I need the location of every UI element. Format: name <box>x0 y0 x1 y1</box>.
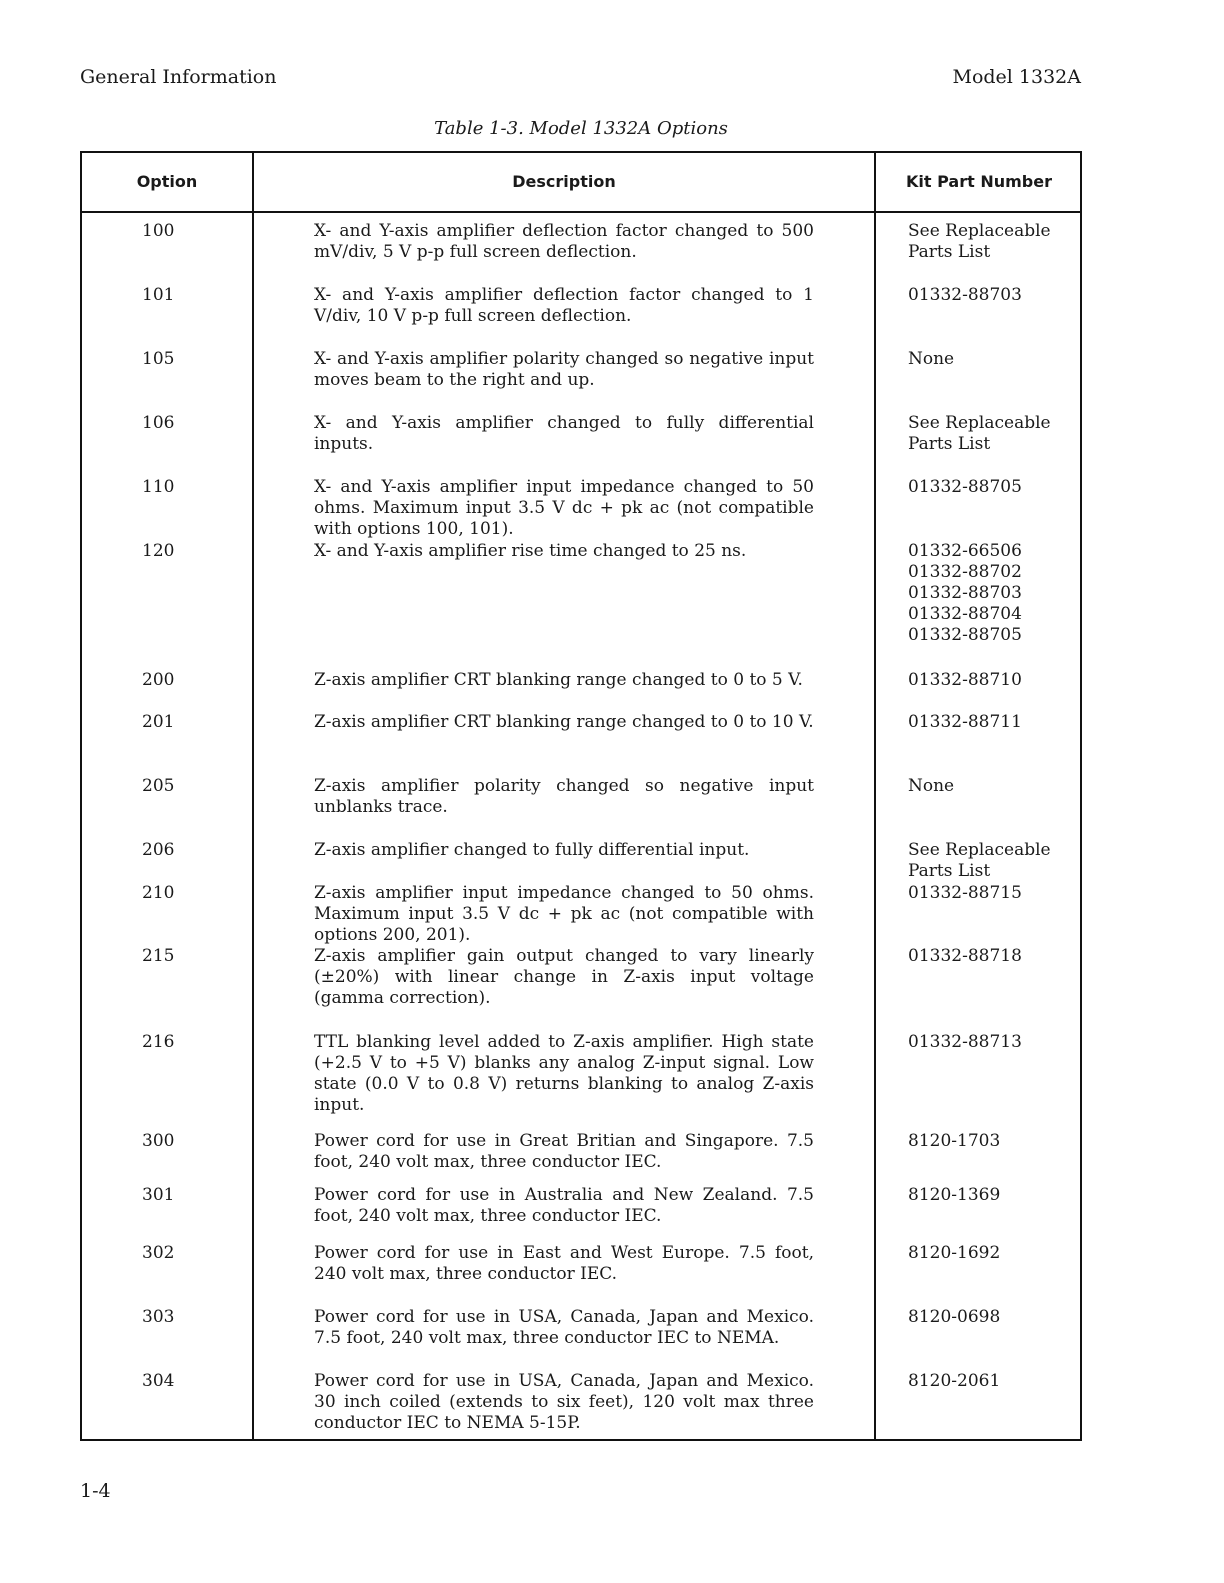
description-cell: Z-axis amplifier CRT blanking range changed to 0 to 10 V. <box>314 712 814 732</box>
description-cell: X- and Y-axis amplifier polarity changed so negative input moves beam to the right and up. <box>314 349 814 390</box>
kit-part-number-cell: 01332-88710 <box>908 670 1022 690</box>
kit-part-number-cell: None <box>908 776 955 796</box>
option-cell: 110 <box>142 477 175 497</box>
kit-part-number-cell: 01332-88705 <box>908 477 1022 497</box>
description-cell: Power cord for use in East and West Europe. 7.5 foot, 240 volt max, three conductor IEC. <box>314 1243 814 1284</box>
option-cell: 303 <box>142 1307 175 1327</box>
kit-part-number-cell: 01332-88718 <box>908 946 1022 966</box>
kit-part-number-cell: 01332-88713 <box>908 1032 1022 1052</box>
table-caption: Table 1-3. Model 1332A Options <box>434 118 728 139</box>
option-cell: 100 <box>142 221 175 241</box>
description-cell: TTL blanking level added to Z-axis amplifier. High state (+2.5 V to +5 V) blanks any analog Z-input signal. Low state (0.0 V to 0.8 V) returns blanking to analog Z-axis input. <box>314 1032 814 1115</box>
description-cell: Power cord for use in USA, Canada, Japan and Mexico. 7.5 foot, 240 volt max, three conductor IEC to NEMA. <box>314 1307 814 1348</box>
kit-part-number-cell: 8120-1369 <box>908 1185 1001 1205</box>
option-cell: 215 <box>142 946 175 966</box>
header-divider <box>82 211 1080 213</box>
description-cell: X- and Y-axis amplifier deflection factor changed to 1 V/div, 10 V p-p full screen deflection. <box>314 285 814 326</box>
kit-part-number-cell: 8120-1703 <box>908 1131 1001 1151</box>
option-cell: 302 <box>142 1243 175 1263</box>
column-divider <box>874 153 876 1439</box>
running-header-right: Model 1332A <box>952 66 1081 88</box>
kit-part-number-cell: 01332-88703 <box>908 285 1022 305</box>
option-cell: 301 <box>142 1185 175 1205</box>
option-cell: 105 <box>142 349 175 369</box>
option-cell: 200 <box>142 670 175 690</box>
page-number: 1-4 <box>80 1480 111 1502</box>
option-cell: 120 <box>142 541 175 561</box>
column-divider <box>252 153 254 1439</box>
description-cell: Power cord for use in Australia and New Zealand. 7.5 foot, 240 volt max, three conductor IEC. <box>314 1185 814 1226</box>
option-cell: 304 <box>142 1371 175 1391</box>
description-cell: Power cord for use in USA, Canada, Japan and Mexico. 30 inch coiled (extends to six feet), 120 volt max three conductor IEC to NEMA 5-15P. <box>314 1371 814 1433</box>
kit-part-number-cell: See Replaceable Parts List <box>908 413 1051 454</box>
option-cell: 210 <box>142 883 175 903</box>
option-cell: 300 <box>142 1131 175 1151</box>
description-cell: Z-axis amplifier CRT blanking range changed to 0 to 5 V. <box>314 670 803 690</box>
kit-part-number-cell: 01332-88715 <box>908 883 1022 903</box>
column-header-kit-part-number: Kit Part Number <box>906 172 1052 191</box>
option-cell: 216 <box>142 1032 175 1052</box>
column-header-option: Option <box>136 172 198 191</box>
description-cell: X- and Y-axis amplifier input impedance changed to 50 ohms. Maximum input 3.5 V dc + pk ac (not compatible with options 100, 101). <box>314 477 814 539</box>
kit-part-number-cell: See Replaceable Parts List <box>908 840 1051 881</box>
kit-part-number-cell: 8120-1692 <box>908 1243 1001 1263</box>
option-cell: 106 <box>142 413 175 433</box>
description-cell: X- and Y-axis amplifier rise time changed to 25 ns. <box>314 541 747 561</box>
description-cell: Power cord for use in Great Britian and Singapore. 7.5 foot, 240 volt max, three conductor IEC. <box>314 1131 814 1172</box>
description-cell: X- and Y-axis amplifier deflection factor changed to 500 mV/div, 5 V p-p full screen deflection. <box>314 221 814 262</box>
option-cell: 101 <box>142 285 175 305</box>
description-cell: Z-axis amplifier gain output changed to vary linearly (±20%) with linear change in Z-axis input voltage (gamma correction). <box>314 946 814 1008</box>
options-table <box>80 151 1082 1441</box>
kit-part-number-cell: 01332-88711 <box>908 712 1022 732</box>
column-header-description: Description <box>512 172 616 191</box>
running-header-left: General Information <box>80 66 277 88</box>
kit-part-number-cell: 8120-0698 <box>908 1307 1001 1327</box>
kit-part-number-cell: 8120-2061 <box>908 1371 1001 1391</box>
kit-part-number-cell: 01332-66506 01332-88702 01332-88703 01332-88704 01332-88705 <box>908 541 1022 645</box>
description-cell: Z-axis amplifier input impedance changed to 50 ohms. Maximum input 3.5 V dc + pk ac (not compatible with options 200, 201). <box>314 883 814 945</box>
description-cell: Z-axis amplifier polarity changed so negative input unblanks trace. <box>314 776 814 817</box>
kit-part-number-cell: See Replaceable Parts List <box>908 221 1051 262</box>
option-cell: 206 <box>142 840 175 860</box>
option-cell: 201 <box>142 712 175 732</box>
kit-part-number-cell: None <box>908 349 955 369</box>
description-cell: X- and Y-axis amplifier changed to fully differential inputs. <box>314 413 814 454</box>
description-cell: Z-axis amplifier changed to fully differential input. <box>314 840 750 860</box>
option-cell: 205 <box>142 776 175 796</box>
